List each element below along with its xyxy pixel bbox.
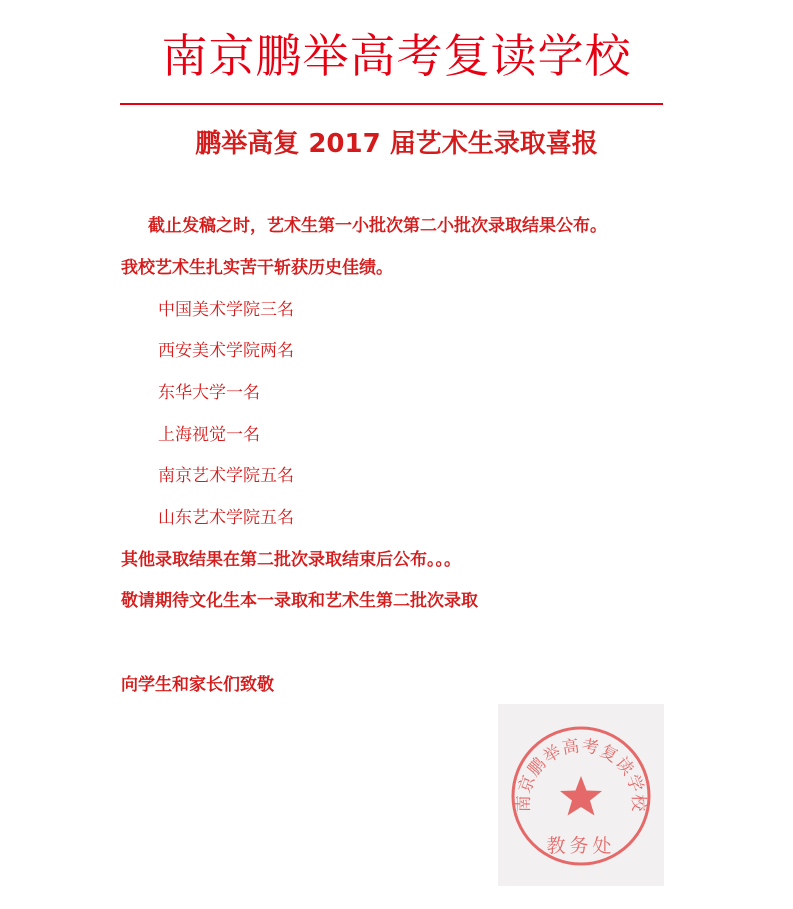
notice-headline: 鹏举高复 2017 届艺术生录取喜报 (195, 129, 598, 159)
intro-line-2: 我校艺术生扎实苦干斩获历史佳绩。 (121, 258, 393, 278)
intro-line-1: 截止发稿之时，艺术生第一小批次第二小批次录取结果公布。 (148, 216, 607, 236)
result-item: 西安美术学院两名 (158, 341, 294, 361)
school-name-title: 南京鹏举高考复读学校 (161, 29, 632, 83)
star-icon (560, 776, 602, 816)
result-item: 东华大学一名 (158, 383, 260, 403)
closing-line: 向学生和家长们致敬 (121, 675, 274, 695)
stamp-seal-icon (498, 704, 664, 886)
result-item: 上海视觉一名 (158, 425, 260, 445)
result-item: 南京艺术学院五名 (158, 466, 294, 486)
header-divider (120, 103, 663, 105)
result-item: 中国美术学院三名 (158, 300, 294, 320)
followup-line: 其他录取结果在第二批次录取结束后公布。。。 (121, 550, 461, 570)
expectation-line: 敬请期待文化生本一录取和艺术生第二批次录取 (121, 591, 478, 611)
result-item: 山东艺术学院五名 (158, 508, 294, 528)
official-stamp (498, 704, 664, 886)
stamp-office-text: 教务处 (546, 835, 616, 857)
stamp-ring-text: 南京鹏举高考复读学校 (513, 736, 649, 813)
